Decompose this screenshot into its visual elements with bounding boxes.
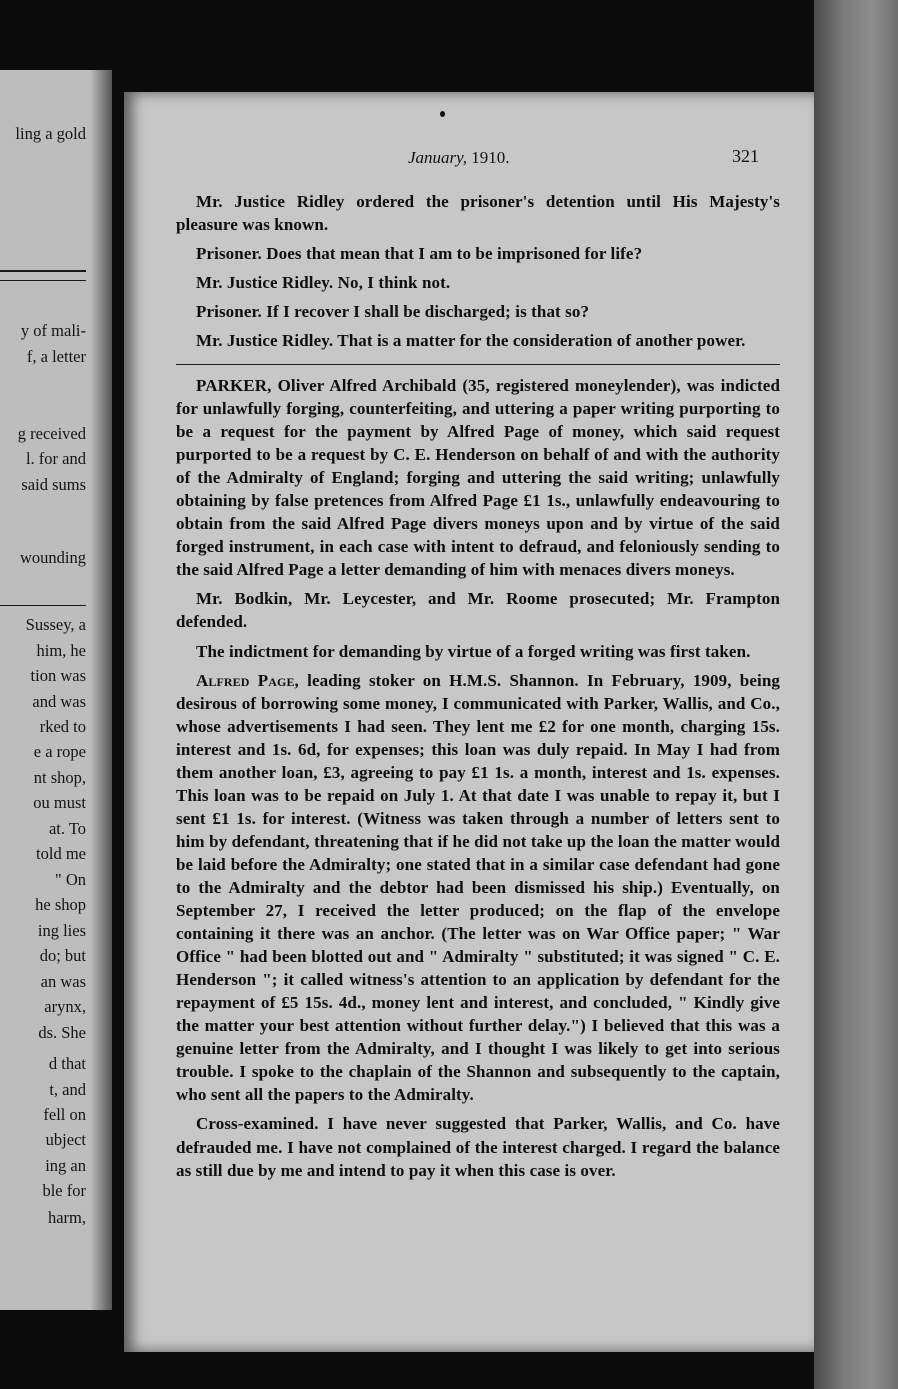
gutter-shadow xyxy=(90,70,112,1310)
counsel-paragraph: Mr. Bodkin, Mr. Leycester, and Mr. Roome prosecuted; Mr. Frampton defended. xyxy=(176,589,780,632)
left-page-fragment: do; but xyxy=(39,946,86,965)
left-page-fragment: ing an xyxy=(45,1156,86,1175)
left-page-fragment: Sussey, a xyxy=(25,615,86,634)
facing-left-page xyxy=(0,70,112,1310)
left-page-fragment: e a rope xyxy=(33,742,86,761)
left-page-fragment: arynx, xyxy=(44,997,86,1016)
left-page-fragment: harm, xyxy=(47,1208,86,1227)
left-page-fragment: he shop xyxy=(35,895,86,914)
page-number: 321 xyxy=(732,146,759,166)
running-title-month: January, xyxy=(408,148,468,167)
paragraph-justice-reply: Mr. Justice Ridley. That is a matter for the consideration of another power. xyxy=(196,331,746,351)
left-page-fragment: said sums xyxy=(21,475,86,494)
case-description: Oliver Alfred Archibald (35, registered moneylender), was indicted for unlawfully forging, counterfeiting, and uttering a paper writing purporting to be a request for the payment by Alfred Page of money, which said request purported to be a request by C. E. Henderson on behalf of and with the authority of the Admiralty of England; forging and uttering the said writing; unlawfully obtaining by false pretences from Alfred Page £1 1s., unlawfully endeavouring to obtain from the said Alfred Page divers moneys upon and by virtue of the said forged instrument, in each case with intent to defraud, and feloniously sending to the said Alfred Page a letter demanding of him with menaces divers moneys. xyxy=(176,376,780,580)
witness-name: Alfred Page, xyxy=(196,670,299,690)
book-edge xyxy=(814,0,898,1389)
left-page-fragment: an was xyxy=(40,972,86,991)
left-page-fragment: g received xyxy=(17,424,86,443)
left-page-fragment: ling a gold xyxy=(15,124,86,143)
body-text-top xyxy=(176,190,780,352)
left-page-fragment: f, a letter xyxy=(26,347,86,366)
paragraph-prisoner-discharge: Prisoner. If I recover I shall be discharged; is that so? xyxy=(196,302,590,322)
left-page-fragment: " On xyxy=(54,870,86,889)
left-page-fragment: d that xyxy=(48,1054,86,1073)
paragraph-prisoner-question: Prisoner. Does that mean that I am to be imprisoned for life? xyxy=(196,244,643,264)
left-page-rule xyxy=(0,605,86,606)
left-page-fragment: ble for xyxy=(42,1181,86,1200)
left-page-fragment: tion was xyxy=(30,666,86,685)
left-page-fragment: at. To xyxy=(48,819,86,838)
left-page-fragment: fell on xyxy=(43,1105,86,1124)
left-page-rule xyxy=(0,280,86,281)
ink-dot xyxy=(440,111,445,117)
cross-examination: Cross-examined. I have never suggested that Parker, Wallis, and Co. have defrauded me. I have not complained of the interest charged. I regard the balance as still due by me and intend to pay it when this case is over. xyxy=(176,1114,780,1180)
left-page-fragment: ou must xyxy=(33,793,86,812)
left-page-fragment: rked to xyxy=(39,717,86,736)
left-page-fragment: and was xyxy=(32,692,86,711)
left-page-fragment: l. for and xyxy=(25,449,86,468)
paragraph-justice-answer: Mr. Justice Ridley. No, I think not. xyxy=(196,273,451,293)
section-divider xyxy=(176,364,780,365)
witness-statement: leading stoker on H.M.S. Shannon. In February, 1909, being desirous of borrowing some money, I communicated with Parker, Wallis, and Co., whose advertisements I had seen. They lent me £2 for one month, charging 15s. interest and 1s. 6d, for expenses; this loan was duly repaid. In May I had from them another loan, £3, agreeing to pay £1 1s. a month, interest and 1s. expenses. This loan was to be repaid on July 1. At that date I was unable to repay it, but I sent £1 1s. for interest. (Witness was taken through a number of letters sent to him by defendant, threatening that if he did not take up the loan the matter would be laid before the Admiralty; one stated that in a similar case defendant had gone to the Admiralty and the debtor had been dismissed his ship.) Eventually, on September 27, I received the letter produced; on the flap of the envelope containing it there was an anchor. (The letter was on War Office paper; " War Office " had been blotted out and " Admiralty " substituted; it was signed " C. E. Henderson "; it called witness's attention to an application by defendant for the repayment of £5 15s. 4d., money lent and interest, and concluded, " Kindly give the matter your best attention without further delay.") I believed that this was a genuine letter from the Admiralty, and I thought I was likely to get into serious trouble. I spoke to the chaplain of the Shannon and subsequently to the captain, who sent all the papers to the Admiralty. xyxy=(176,670,780,1105)
left-page-fragment: wounding xyxy=(20,548,86,567)
left-page-fragment: him, he xyxy=(36,641,86,660)
left-page-fragment: ubject xyxy=(45,1130,86,1149)
case-heading-paragraph xyxy=(176,374,780,581)
witness-testimony xyxy=(176,669,780,1107)
left-page-fragment: t, and xyxy=(49,1080,86,1099)
left-page-fragment: ds. She xyxy=(38,1023,86,1042)
defendant-name: PARKER, xyxy=(196,376,272,395)
body-text-case xyxy=(176,374,780,1182)
left-page-fragment: y of mali- xyxy=(20,321,86,340)
running-title xyxy=(408,148,510,168)
left-page-fragment: nt shop, xyxy=(33,768,86,787)
left-page-fragment: told me xyxy=(36,844,86,863)
left-page-fragment: ing lies xyxy=(37,921,86,940)
left-page-rule xyxy=(0,270,86,272)
indictment-paragraph: The indictment for demanding by virtue of a forged writing was first taken. xyxy=(196,641,751,661)
paragraph-detention: Mr. Justice Ridley ordered the prisoner's detention until His Majesty's pleasure was known. xyxy=(176,192,780,235)
running-title-year: 1910. xyxy=(471,148,510,167)
